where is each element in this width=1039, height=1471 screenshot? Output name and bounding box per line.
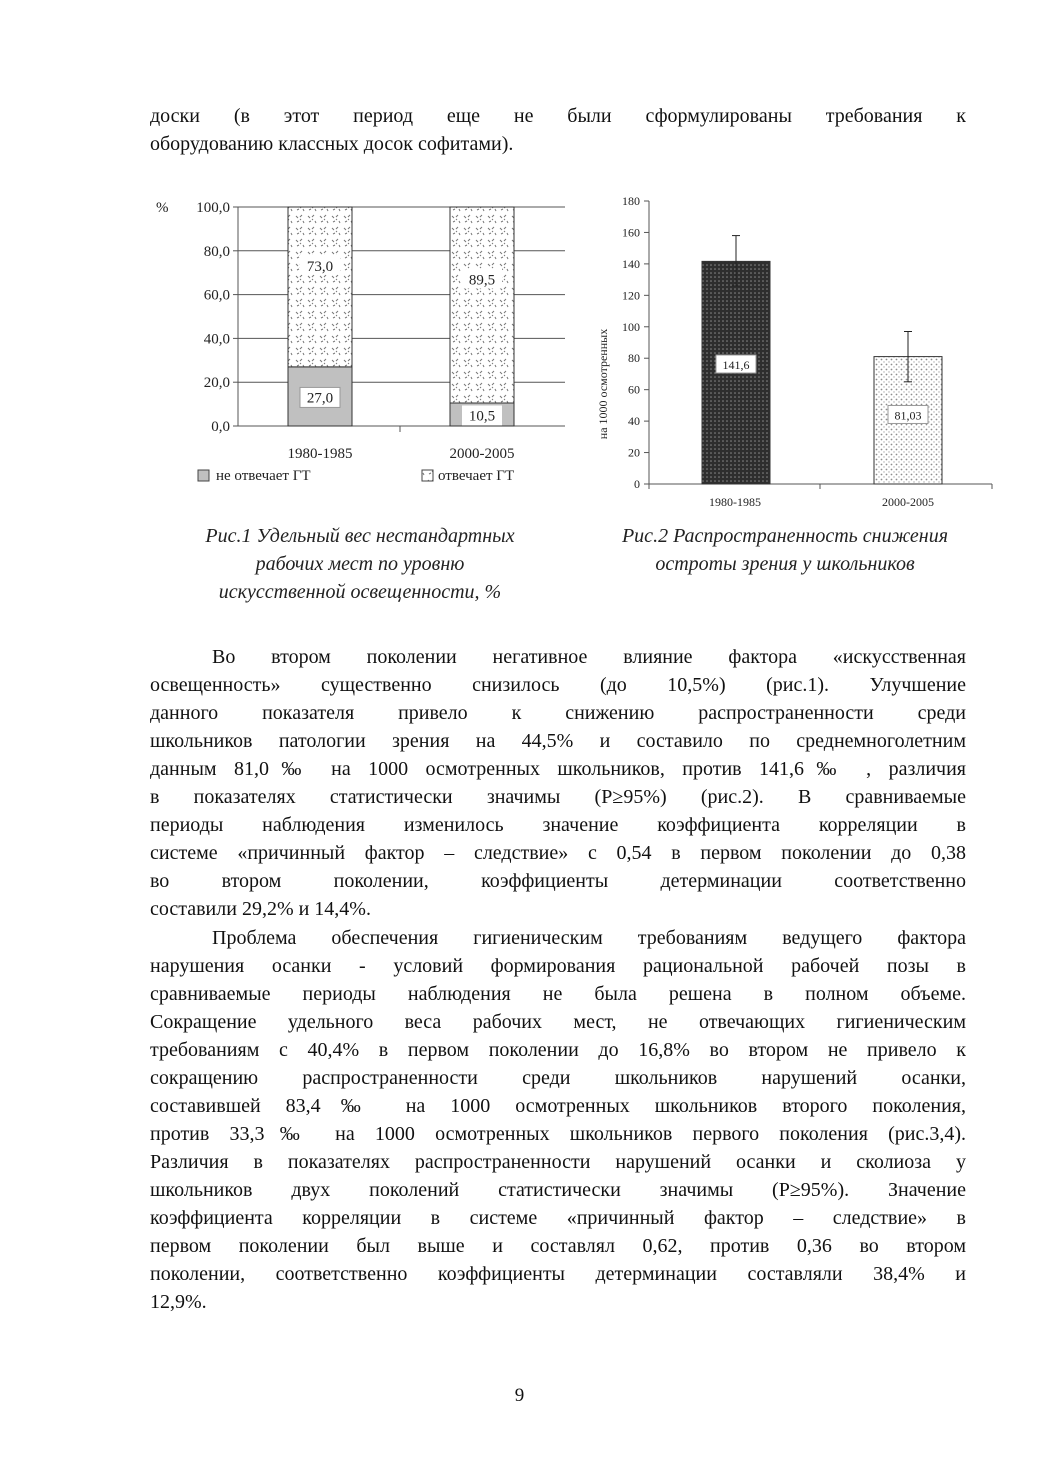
paragraph-2-line-3: сравниваемые периоды наблюдения не была решена в полном объеме. xyxy=(150,983,966,1005)
paragraph-2-line-13: поколении, соответственно коэффициенты детерминации составляли 38,4% и xyxy=(150,1263,966,1285)
paragraph-1-line-9: во втором поколении, коэффициенты детерминации соответственно xyxy=(150,870,966,892)
fig1-category-2: 2000-2005 xyxy=(449,446,515,462)
fig1-legend-label-1: не отвечает ГТ xyxy=(216,468,311,484)
paragraph-1-line-1: Во втором поколении негативное влияние фактора «искусственная xyxy=(212,646,966,668)
paragraph-1-line-8: системе «причинный фактор – следствие» с 0,54 в первом поколении до 0,38 xyxy=(150,842,966,864)
fig2-y-tick-label: 40 xyxy=(628,414,640,429)
paragraph-1-line-10: составили 29,2% и 14,4%. xyxy=(150,898,371,920)
paragraph-2-line-9: Различия в показателях распространенности нарушений осанки и сколиоза у xyxy=(150,1151,966,1173)
paragraph-1-line-4: школьников патологии зрения на 44,5% и составило по среднемноголетним xyxy=(150,730,966,752)
fig2-category-2: 2000-2005 xyxy=(882,495,934,509)
intro-line-2: оборудованию классных досок софитами). xyxy=(150,133,514,155)
figure2-chart xyxy=(590,188,1010,516)
fig2-y-tick-label: 160 xyxy=(622,225,640,240)
fig2-y-tick-label: 80 xyxy=(628,351,640,366)
fig2-y-tick-label: 140 xyxy=(622,256,640,271)
fig1-bar-conforming xyxy=(288,207,352,367)
paragraph-2-line-7: составившей 83,4‰ на 1000 осмотренных школьников второго поколения, xyxy=(150,1095,966,1117)
paragraph-2-line-5: требованиям с 40,4% в первом поколении до 16,8% во втором не привело к xyxy=(150,1039,966,1061)
fig2-data-label: 81,03 xyxy=(894,408,922,423)
figure1-caption-line-2: рабочих мест по уровню xyxy=(255,553,465,575)
figure1-caption-line-3: искусственной освещенности, % xyxy=(218,581,502,603)
fig1-data-label: 10,5 xyxy=(468,408,496,425)
paragraph-1-line-5: данным 81,0‰ на 1000 осмотренных школьников, против 141,6‰ , различия xyxy=(150,758,966,780)
fig1-data-label: 89,5 xyxy=(468,272,496,289)
fig1-y-tick-label: 80,0 xyxy=(203,243,230,260)
figure2-caption-line-1: Рис.2 Распространенность снижения xyxy=(621,525,949,547)
figure1-chart xyxy=(150,190,570,495)
paragraph-1-line-6: в показателях статистически значимы (P≥95%) (рис.2). В сравниваемые xyxy=(150,786,966,808)
fig1-data-label: 27,0 xyxy=(306,390,334,407)
page-number: 9 xyxy=(514,1385,525,1406)
fig1-legend-swatch-2 xyxy=(422,470,433,481)
fig1-legend-swatch-1 xyxy=(198,470,209,481)
figure2-caption xyxy=(575,522,995,578)
paragraph-1-line-3: данного показателя привело к снижению распространенности среди xyxy=(150,702,966,724)
fig2-y-label: на 1000 осмотренных xyxy=(596,328,610,440)
fig1-y-tick-label: 60,0 xyxy=(203,287,230,304)
fig2-category-1: 1980-1985 xyxy=(709,495,761,509)
paragraph-2-line-4: Сокращение удельного веса рабочих мест, не отвечающих гигиеническим xyxy=(150,1011,966,1033)
fig2-y-tick-label: 0 xyxy=(634,477,640,491)
fig1-y-tick-label: 100,0 xyxy=(196,200,230,216)
fig1-legend-label-2: отвечает ГТ xyxy=(438,468,515,484)
fig2-data-label: 141,6 xyxy=(722,358,750,373)
figure1-caption xyxy=(150,522,570,606)
paragraph-2-line-14: 12,9%. xyxy=(150,1291,207,1313)
fig1-y-tick-label: 0,0 xyxy=(211,419,230,435)
fig2-y-tick-label: 180 xyxy=(622,194,640,208)
fig1-data-label: 73,0 xyxy=(306,258,334,275)
fig1-category-1: 1980-1985 xyxy=(287,446,353,462)
figure2-caption-line-2: остроты зрения у школьников xyxy=(655,553,915,575)
paragraph-2-line-6: сокращению распространенности среди школьников нарушений осанки, xyxy=(150,1067,966,1089)
intro-line-1: доски (в этот период еще не были сформулированы требования к xyxy=(150,105,966,127)
fig1-y-tick-label: 40,0 xyxy=(203,331,230,348)
paragraph-1-line-2: освещенность» существенно снизилось (до 10,5%) (рис.1). Улучшение xyxy=(150,674,966,696)
paragraph-2-line-10: школьников двух поколений статистически значимы (P≥95%). Значение xyxy=(150,1179,966,1201)
fig1-y-unit: % xyxy=(156,200,169,216)
paragraph-2-line-2: нарушения осанки - условий формирования рациональной рабочей позы в xyxy=(150,955,966,977)
fig2-y-tick-label: 20 xyxy=(628,445,640,460)
paragraph-1-line-7: периоды наблюдения изменилось значение коэффициента корреляции в xyxy=(150,814,966,836)
paragraph-2-line-1: Проблема обеспечения гигиеническим требованиям ведущего фактора xyxy=(212,927,966,949)
paragraph-2-line-12: первом поколении был выше и составлял 0,62, против 0,36 во втором xyxy=(150,1235,966,1257)
figure1-caption-line-1: Рис.1 Удельный вес нестандартных xyxy=(205,525,515,547)
fig1-bar-conforming xyxy=(450,207,514,403)
fig2-y-tick-label: 100 xyxy=(622,319,640,334)
paragraph-2-line-11: коэффициента корреляции в системе «причинный фактор – следствие» в xyxy=(150,1207,966,1229)
paragraph-2-line-8: против 33,3‰ на 1000 осмотренных школьников первого поколения (рис.3,4). xyxy=(150,1123,966,1145)
fig2-y-tick-label: 60 xyxy=(628,382,640,397)
fig2-y-tick-label: 120 xyxy=(622,288,640,303)
fig1-y-tick-label: 20,0 xyxy=(203,375,230,392)
